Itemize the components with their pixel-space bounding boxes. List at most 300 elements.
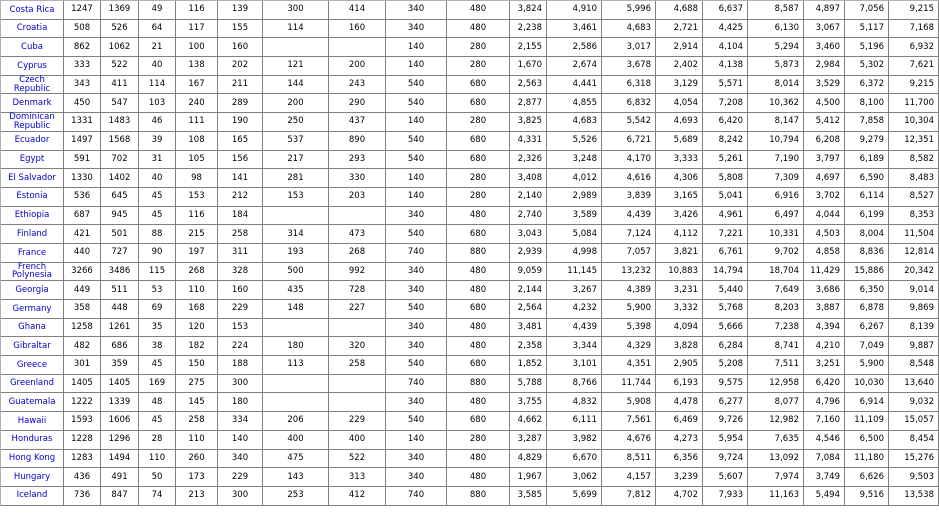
table-cell: 4,832 xyxy=(547,393,602,412)
table-cell: 144 xyxy=(263,76,329,95)
table-cell: 330 xyxy=(329,169,386,188)
table-cell: 114 xyxy=(139,76,176,95)
table-cell: 15,276 xyxy=(889,450,939,469)
table-cell xyxy=(329,38,386,57)
table-cell: 6,832 xyxy=(602,94,656,113)
table-cell: 7,049 xyxy=(845,337,889,356)
table-cell: 229 xyxy=(218,300,263,319)
table-cell: 2,586 xyxy=(547,38,602,57)
table-cell: 680 xyxy=(447,76,510,95)
table-cell: 11,109 xyxy=(845,412,889,431)
country-link[interactable]: France xyxy=(1,244,64,263)
table-cell: 90 xyxy=(139,244,176,263)
table-cell: 313 xyxy=(329,468,386,487)
table-cell: 5,768 xyxy=(703,300,748,319)
table-cell: 7,635 xyxy=(748,431,804,450)
table-cell: 258 xyxy=(218,225,263,244)
table-cell: 160 xyxy=(329,20,386,39)
table-cell: 680 xyxy=(447,151,510,170)
table-cell: 7,649 xyxy=(748,281,804,300)
table-cell: 113 xyxy=(263,356,329,375)
table-cell: 169 xyxy=(139,375,176,394)
table-cell: 180 xyxy=(218,393,263,412)
table-cell: 8,511 xyxy=(602,450,656,469)
table-cell: 8,836 xyxy=(845,244,889,263)
table-cell: 148 xyxy=(263,300,329,319)
table-cell: 6,497 xyxy=(748,207,804,226)
table-cell: 1497 xyxy=(64,132,101,151)
table-cell: 13,640 xyxy=(889,375,939,394)
table-cell: 110 xyxy=(139,450,176,469)
table-cell: 3,344 xyxy=(547,337,602,356)
table-cell: 2,939 xyxy=(510,244,547,263)
table-cell: 480 xyxy=(447,1,510,20)
table-cell: 340 xyxy=(386,1,447,20)
table-cell: 358 xyxy=(64,300,101,319)
table-cell: 890 xyxy=(329,132,386,151)
table-cell: 8,014 xyxy=(748,76,804,95)
table-cell: 10,883 xyxy=(656,263,703,282)
table-cell: 168 xyxy=(176,300,218,319)
table-cell: 340 xyxy=(386,450,447,469)
table-cell: 193 xyxy=(263,244,329,263)
table-cell: 727 xyxy=(101,244,139,263)
table-cell: 1593 xyxy=(64,412,101,431)
table-row xyxy=(1,319,939,338)
table-cell: 3,426 xyxy=(656,207,703,226)
table-cell: 3,129 xyxy=(656,76,703,95)
table-cell: 411 xyxy=(101,76,139,95)
table-row xyxy=(1,244,939,263)
table-cell: 100 xyxy=(176,38,218,57)
table-cell: 227 xyxy=(329,300,386,319)
table-cell: 141 xyxy=(218,169,263,188)
table-cell: 4,702 xyxy=(656,487,703,506)
table-cell: 11,744 xyxy=(602,375,656,394)
table-cell: 686 xyxy=(101,337,139,356)
table-cell: 4,054 xyxy=(656,94,703,113)
country-link[interactable]: Greenland xyxy=(1,375,64,394)
table-cell: 3,825 xyxy=(510,113,547,132)
table-cell: 5,666 xyxy=(703,319,748,338)
table-cell: 2,402 xyxy=(656,57,703,76)
table-cell: 6,193 xyxy=(656,375,703,394)
table-row xyxy=(1,431,939,450)
table-cell: 3,267 xyxy=(547,281,602,300)
table-cell: 10,794 xyxy=(748,132,804,151)
table-cell: 3,481 xyxy=(510,319,547,338)
table-cell: 10,030 xyxy=(845,375,889,394)
table-cell: 1405 xyxy=(101,375,139,394)
table-cell: 121 xyxy=(263,57,329,76)
table-cell: 3,797 xyxy=(804,151,845,170)
table-cell: 1405 xyxy=(64,375,101,394)
table-cell: 3,702 xyxy=(804,188,845,207)
table-cell: 4,331 xyxy=(510,132,547,151)
table-cell: 4,232 xyxy=(547,300,602,319)
table-cell: 3,408 xyxy=(510,169,547,188)
table-cell: 1483 xyxy=(101,113,139,132)
table-cell: 6,199 xyxy=(845,207,889,226)
table-cell: 11,700 xyxy=(889,94,939,113)
table-cell: 108 xyxy=(176,132,218,151)
table-cell: 547 xyxy=(101,94,139,113)
table-cell: 4,546 xyxy=(804,431,845,450)
table-cell: 6,267 xyxy=(845,319,889,338)
table-cell: 5,954 xyxy=(703,431,748,450)
table-cell: 448 xyxy=(101,300,139,319)
table-cell: 6,590 xyxy=(845,169,889,188)
table-cell: 3,755 xyxy=(510,393,547,412)
table-cell: 140 xyxy=(386,38,447,57)
table-row xyxy=(1,207,939,226)
country-link[interactable]: Denmark xyxy=(1,94,64,113)
table-cell: 9,887 xyxy=(889,337,939,356)
country-link[interactable]: Ethiopia xyxy=(1,207,64,226)
table-cell: 110 xyxy=(176,431,218,450)
table-cell: 145 xyxy=(176,393,218,412)
table-cell: 6,114 xyxy=(845,188,889,207)
table-cell: 213 xyxy=(176,487,218,506)
country-link[interactable]: Finland xyxy=(1,225,64,244)
country-link[interactable]: Croatia xyxy=(1,20,64,39)
table-row xyxy=(1,412,939,431)
table-cell: 3,165 xyxy=(656,188,703,207)
table-cell: 275 xyxy=(176,375,218,394)
table-cell: 13,232 xyxy=(602,263,656,282)
table-cell: 280 xyxy=(447,57,510,76)
table-cell: 4,478 xyxy=(656,393,703,412)
table-cell: 153 xyxy=(218,319,263,338)
table-cell: 449 xyxy=(64,281,101,300)
table-cell: 4,157 xyxy=(602,468,656,487)
table-cell: 340 xyxy=(386,20,447,39)
table-cell: 240 xyxy=(176,94,218,113)
table-cell: 340 xyxy=(386,393,447,412)
table-cell: 340 xyxy=(386,319,447,338)
table-row xyxy=(1,468,939,487)
table-cell: 1331 xyxy=(64,113,101,132)
table-cell: 4,012 xyxy=(547,169,602,188)
table-cell: 4,439 xyxy=(547,319,602,338)
table-cell: 1062 xyxy=(101,38,139,57)
table-cell: 7,057 xyxy=(602,244,656,263)
table-cell: 4,210 xyxy=(804,337,845,356)
table-cell: 153 xyxy=(263,188,329,207)
table-cell: 847 xyxy=(101,487,139,506)
table-row xyxy=(1,225,939,244)
table-cell: 4,897 xyxy=(804,1,845,20)
table-cell: 536 xyxy=(64,188,101,207)
table-cell: 6,189 xyxy=(845,151,889,170)
table-cell: 3,585 xyxy=(510,487,547,506)
country-link[interactable]: Dominican Republic xyxy=(1,113,64,132)
table-cell: 5,196 xyxy=(845,38,889,57)
table-cell: 480 xyxy=(447,450,510,469)
table-cell: 4,112 xyxy=(656,225,703,244)
table-cell: 400 xyxy=(329,431,386,450)
table-cell: 440 xyxy=(64,244,101,263)
table-cell: 880 xyxy=(447,244,510,263)
country-link[interactable]: Estonia xyxy=(1,188,64,207)
table-cell: 645 xyxy=(101,188,139,207)
table-cell: 8,483 xyxy=(889,169,939,188)
country-link[interactable]: Hawaii xyxy=(1,412,64,431)
country-link[interactable]: Cyprus xyxy=(1,57,64,76)
table-cell: 2,238 xyxy=(510,20,547,39)
table-cell: 340 xyxy=(386,468,447,487)
table-cell: 229 xyxy=(218,468,263,487)
table-cell: 2,155 xyxy=(510,38,547,57)
table-cell: 6,500 xyxy=(845,431,889,450)
table-cell: 5,900 xyxy=(602,300,656,319)
country-link[interactable]: Hong Kong xyxy=(1,450,64,469)
table-cell: 8,353 xyxy=(889,207,939,226)
table-cell: 680 xyxy=(447,356,510,375)
table-cell: 258 xyxy=(176,412,218,431)
table-cell: 5,996 xyxy=(602,1,656,20)
table-cell: 12,814 xyxy=(889,244,939,263)
table-row xyxy=(1,94,939,113)
table-cell: 10,362 xyxy=(748,94,804,113)
table-cell: 290 xyxy=(329,94,386,113)
country-link[interactable]: Gibraltar xyxy=(1,337,64,356)
table-cell: 200 xyxy=(329,57,386,76)
table-cell: 9,724 xyxy=(703,450,748,469)
table-cell: 39 xyxy=(139,132,176,151)
table-cell: 7,124 xyxy=(602,225,656,244)
table-cell: 7,974 xyxy=(748,468,804,487)
table-cell: 3,043 xyxy=(510,225,547,244)
table-cell: 114 xyxy=(263,20,329,39)
table-cell: 5,261 xyxy=(703,151,748,170)
table-cell: 3,460 xyxy=(804,38,845,57)
table-cell: 11,504 xyxy=(889,225,939,244)
table-cell: 480 xyxy=(447,337,510,356)
table-cell: 211 xyxy=(218,76,263,95)
table-cell: 6,111 xyxy=(547,412,602,431)
table-cell: 437 xyxy=(329,113,386,132)
table-cell: 140 xyxy=(386,188,447,207)
table-cell: 5,117 xyxy=(845,20,889,39)
table-cell: 268 xyxy=(176,263,218,282)
table-cell: 4,858 xyxy=(804,244,845,263)
table-cell: 12,982 xyxy=(748,412,804,431)
table-cell: 173 xyxy=(176,468,218,487)
table-cell: 6,372 xyxy=(845,76,889,95)
table-cell: 9,032 xyxy=(889,393,939,412)
table-row xyxy=(1,132,939,151)
table-cell: 687 xyxy=(64,207,101,226)
table-cell: 40 xyxy=(139,57,176,76)
table-cell: 4,329 xyxy=(602,337,656,356)
table-cell: 212 xyxy=(218,188,263,207)
table-cell: 5,084 xyxy=(547,225,602,244)
table-cell: 4,306 xyxy=(656,169,703,188)
table-cell: 491 xyxy=(101,468,139,487)
table-cell: 6,916 xyxy=(748,188,804,207)
table-cell: 9,702 xyxy=(748,244,804,263)
table-cell: 6,761 xyxy=(703,244,748,263)
table-cell: 156 xyxy=(218,151,263,170)
table-cell: 4,662 xyxy=(510,412,547,431)
table-cell: 229 xyxy=(329,412,386,431)
table-cell: 3,248 xyxy=(547,151,602,170)
table-cell: 140 xyxy=(386,431,447,450)
table-cell: 4,138 xyxy=(703,57,748,76)
table-cell: 280 xyxy=(447,169,510,188)
table-cell: 8,147 xyxy=(748,113,804,132)
table-cell: 1369 xyxy=(101,1,139,20)
table-cell: 115 xyxy=(139,263,176,282)
table-cell: 7,168 xyxy=(889,20,939,39)
table-cell: 7,238 xyxy=(748,319,804,338)
table-cell: 3,887 xyxy=(804,300,845,319)
table-cell: 540 xyxy=(386,94,447,113)
table-cell: 5,208 xyxy=(703,356,748,375)
table-cell: 46 xyxy=(139,113,176,132)
table-cell: 540 xyxy=(386,225,447,244)
table-cell xyxy=(329,207,386,226)
table-cell: 182 xyxy=(176,337,218,356)
country-link[interactable]: Guatemala xyxy=(1,393,64,412)
table-cell: 3,589 xyxy=(547,207,602,226)
table-cell: 20,342 xyxy=(889,263,939,282)
table-cell: 116 xyxy=(176,207,218,226)
table-cell: 280 xyxy=(447,431,510,450)
table-cell: 680 xyxy=(447,412,510,431)
table-cell xyxy=(263,375,329,394)
table-cell: 4,961 xyxy=(703,207,748,226)
table-cell: 1261 xyxy=(101,319,139,338)
country-link[interactable]: Ecuador xyxy=(1,132,64,151)
table-cell: 260 xyxy=(176,450,218,469)
table-cell: 1247 xyxy=(64,1,101,20)
table-cell: 5,526 xyxy=(547,132,602,151)
table-cell: 160 xyxy=(218,281,263,300)
table-cell: 48 xyxy=(139,393,176,412)
table-cell: 1330 xyxy=(64,169,101,188)
table-cell: 3,678 xyxy=(602,57,656,76)
table-cell: 6,420 xyxy=(804,375,845,394)
table-cell: 280 xyxy=(447,113,510,132)
country-link[interactable]: Germany xyxy=(1,300,64,319)
table-cell: 28 xyxy=(139,431,176,450)
table-cell: 206 xyxy=(263,412,329,431)
table-cell: 45 xyxy=(139,188,176,207)
table-cell: 224 xyxy=(218,337,263,356)
table-cell: 311 xyxy=(218,244,263,263)
table-cell: 6,721 xyxy=(602,132,656,151)
country-link[interactable]: Hungary xyxy=(1,468,64,487)
table-cell xyxy=(263,207,329,226)
country-link[interactable]: Ghana xyxy=(1,319,64,338)
country-link[interactable]: Egypt xyxy=(1,151,64,170)
table-cell: 105 xyxy=(176,151,218,170)
country-link[interactable]: Georgia xyxy=(1,281,64,300)
table-cell: 35 xyxy=(139,319,176,338)
table-cell: 4,829 xyxy=(510,450,547,469)
table-row xyxy=(1,169,939,188)
table-cell: 7,221 xyxy=(703,225,748,244)
table-cell: 7,309 xyxy=(748,169,804,188)
table-cell: 53 xyxy=(139,281,176,300)
table-row xyxy=(1,263,939,282)
table-cell: 6,318 xyxy=(602,76,656,95)
table-cell: 740 xyxy=(386,487,447,506)
country-link[interactable]: Iceland xyxy=(1,487,64,506)
country-link[interactable]: Honduras xyxy=(1,431,64,450)
table-cell: 5,900 xyxy=(845,356,889,375)
table-cell: 540 xyxy=(386,356,447,375)
table-cell: 2,674 xyxy=(547,57,602,76)
table-cell: 13,092 xyxy=(748,450,804,469)
table-cell: 150 xyxy=(176,356,218,375)
table-cell: 1228 xyxy=(64,431,101,450)
table-cell: 475 xyxy=(263,450,329,469)
table-cell: 40 xyxy=(139,169,176,188)
table-cell: 320 xyxy=(329,337,386,356)
table-cell: 5,302 xyxy=(845,57,889,76)
table-cell: 501 xyxy=(101,225,139,244)
table-cell: 138 xyxy=(176,57,218,76)
table-cell: 8,548 xyxy=(889,356,939,375)
country-link[interactable]: Czech Republic xyxy=(1,76,64,95)
table-cell: 359 xyxy=(101,356,139,375)
table-body xyxy=(1,1,939,506)
table-cell: 328 xyxy=(218,263,263,282)
table-row xyxy=(1,113,939,132)
country-link[interactable]: Greece xyxy=(1,356,64,375)
table-cell: 12,351 xyxy=(889,132,939,151)
table-cell: 3,101 xyxy=(547,356,602,375)
country-link[interactable]: Cuba xyxy=(1,38,64,57)
table-cell: 537 xyxy=(263,132,329,151)
table-cell: 2,563 xyxy=(510,76,547,95)
table-cell: 5,440 xyxy=(703,281,748,300)
table-cell xyxy=(329,393,386,412)
table-cell: 300 xyxy=(218,487,263,506)
table-cell: 6,932 xyxy=(889,38,939,57)
table-cell: 7,208 xyxy=(703,94,748,113)
table-cell: 1606 xyxy=(101,412,139,431)
table-cell: 9,575 xyxy=(703,375,748,394)
table-cell: 45 xyxy=(139,356,176,375)
table-cell: 293 xyxy=(329,151,386,170)
table-cell: 4,616 xyxy=(602,169,656,188)
table-cell: 10,331 xyxy=(748,225,804,244)
table-cell: 253 xyxy=(263,487,329,506)
table-cell: 736 xyxy=(64,487,101,506)
table-cell: 1494 xyxy=(101,450,139,469)
table-cell: 8,203 xyxy=(748,300,804,319)
table-cell: 945 xyxy=(101,207,139,226)
table-cell: 7,858 xyxy=(845,113,889,132)
table-cell: 3,062 xyxy=(547,468,602,487)
country-link[interactable]: French Polynesia xyxy=(1,263,64,282)
table-cell: 4,441 xyxy=(547,76,602,95)
table-cell: 9,059 xyxy=(510,263,547,282)
table-cell: 280 xyxy=(447,38,510,57)
country-link[interactable]: El Salvador xyxy=(1,169,64,188)
table-cell xyxy=(329,375,386,394)
table-cell: 5,294 xyxy=(748,38,804,57)
table-cell: 591 xyxy=(64,151,101,170)
country-link[interactable]: Costa Rica xyxy=(1,1,64,20)
table-cell: 1,670 xyxy=(510,57,547,76)
table-cell: 6,914 xyxy=(845,393,889,412)
table-cell: 8,100 xyxy=(845,94,889,113)
